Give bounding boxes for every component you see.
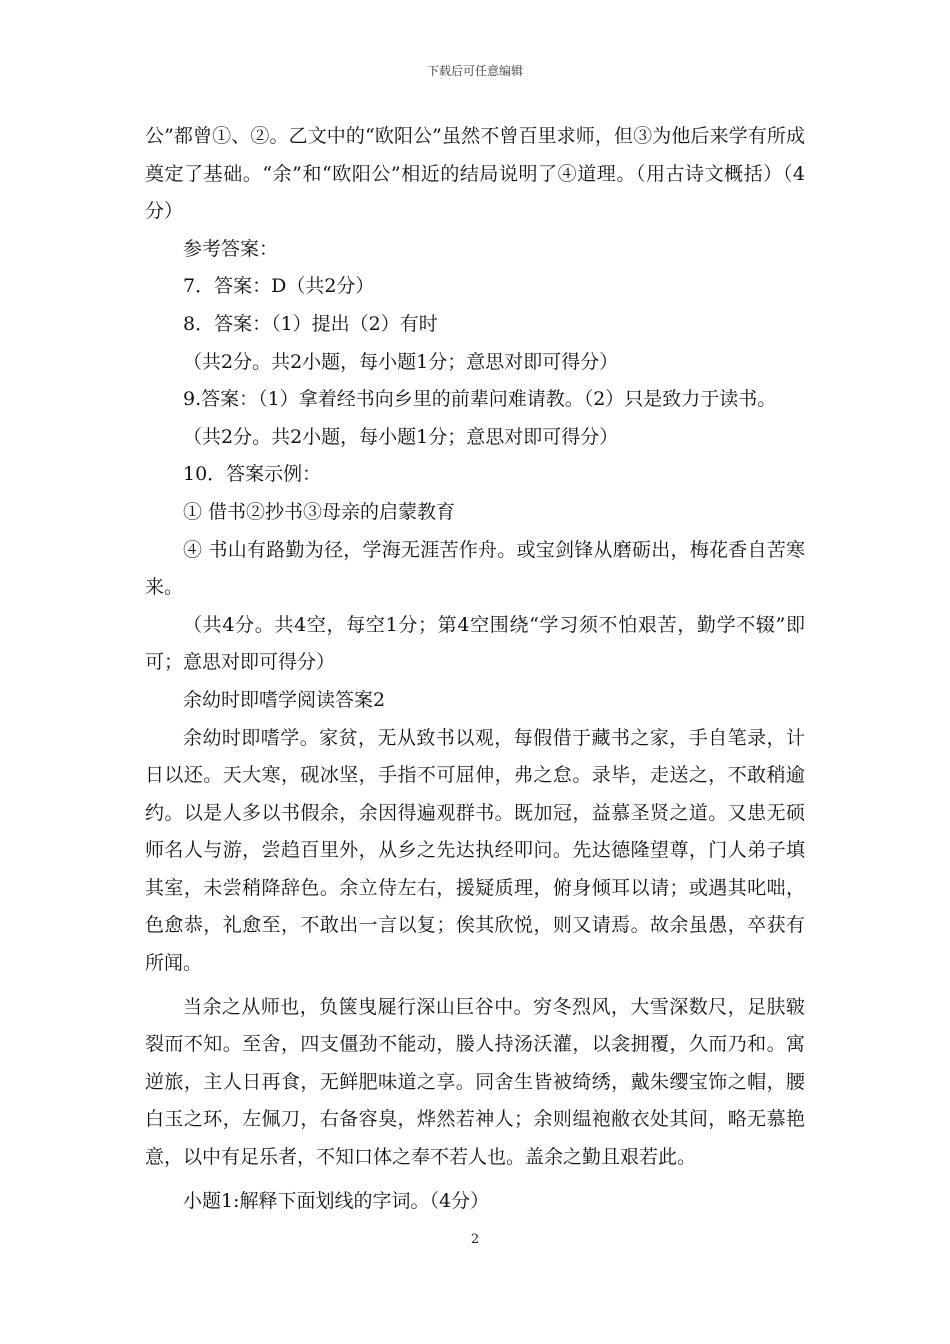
paragraph: ④ 书山有路勤为径，学海无涯苦作舟。或宝剑锋从磨砺出，梅花香自苦寒来。 [145, 538, 805, 599]
paragraph: 9.答案：（1）拿着经书向乡里的前辈问难请教。（2）只是致力于读书。 [183, 388, 777, 411]
paragraph: 8．答案：（1）提出（2）有时 [183, 312, 438, 335]
paragraph: （共2分。共2小题，每小题1分；意思对即可得分） [183, 350, 619, 373]
paragraph: 当余之从师也，负箧曳屣行深山巨谷中。穷冬烈风，大雪深数尺，足肤皲裂而不知。至舍，四支僵劲不能动，媵人持汤沃灌，以衾拥覆，久而乃和。寓逆旅，主人日再食，无鲜肥味道之享。同舍生皆被绮绣，戴朱缨宝饰之帽，腰白玉之环，左佩刀，右备容臭，烨然若神人；余则缊袍敝衣处其间，略无慕艳意，以中有足乐者，不知口体之奉不若人也。盖余之勤且艰若此。 [145, 995, 805, 1169]
paragraph: ① 借书②抄书③母亲的启蒙教育 [183, 500, 456, 523]
page-number: 2 [470, 1232, 480, 1247]
section-title: 余幼时即嗜学阅读答案2 [183, 688, 386, 711]
paragraph: 7．答案：D（共2分） [183, 275, 375, 298]
paragraph: 参考答案： [183, 237, 279, 260]
paragraph: （共4分。共4空，每空1分；第4空围绕“学习须不怕艰苦，勤学不辍”即可；意思对即可得分） [145, 613, 805, 674]
paragraph: 公”都曾①、②。乙文中的“欧阳公”虽然不曾百里求师，但③为他后来学有所成奠定了基础。“余”和“欧阳公”相近的结局说明了④道理。（用古诗文概括）（4分） [145, 125, 805, 223]
paragraph: 余幼时即嗜学。家贫，无从致书以观，每假借于藏书之家，手自笔录，计日以还。天大寒，砚冰坚，手指不可屈伸，弗之怠。录毕，走送之，不敢稍逾约。以是人多以书假余，余因得遍观群书。既加冠，益慕圣贤之道。又患无硕师名人与游，尝趋百里外，从乡之先达执经叩问。先达德隆望尊，门人弟子填其室，未尝稍降辞色。余立侍左右，援疑质理，俯身倾耳以请；或遇其叱咄，色愈恭，礼愈至，不敢出一言以复；俟其欣悦，则又请焉。故余虽愚，卒获有所闻。 [145, 726, 805, 975]
paragraph: 小题1:解释下面划线的字词。（4分） [183, 1189, 490, 1212]
page-header: 下载后可任意编辑 [426, 64, 523, 78]
paragraph: （共2分。共2小题，每小题1分；意思对即可得分） [183, 425, 619, 448]
paragraph: 10．答案示例： [183, 463, 322, 486]
document-body [145, 118, 805, 1220]
